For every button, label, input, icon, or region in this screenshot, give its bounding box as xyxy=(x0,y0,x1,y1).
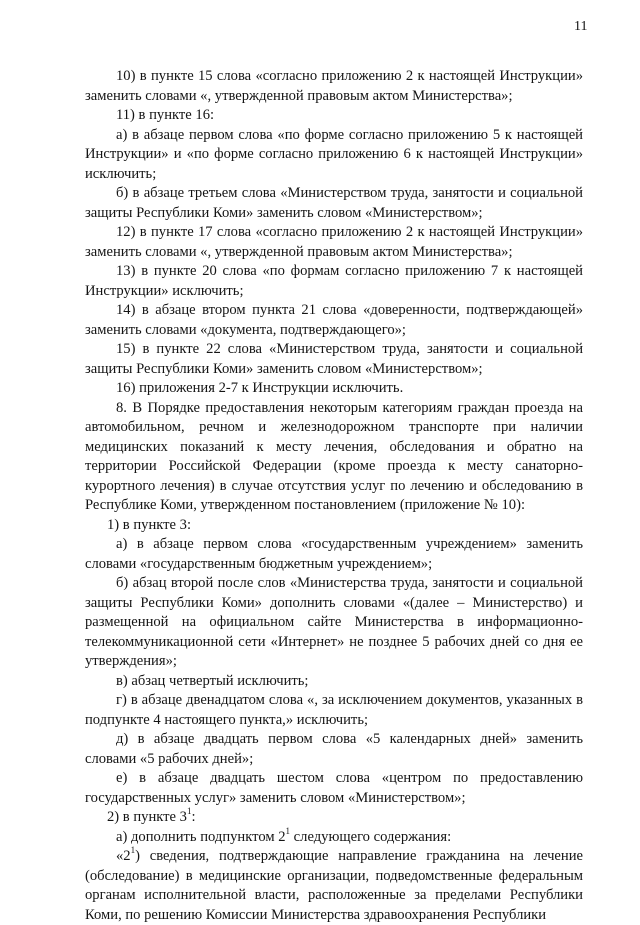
item-2-text: 2) в пункте 3 xyxy=(107,809,187,825)
paragraph-item-1d: д) в абзаце двадцать первом слова «5 календарных дней» заменить словами «5 рабочих дней»; xyxy=(85,731,583,767)
paragraph-item-1g: г) в абзаце двенадцатом слова «, за исключением документов, указанных в подпункте 4 настоящего пункта,» исключить; xyxy=(85,692,583,728)
paragraph-quote-2-1 xyxy=(85,847,583,925)
item-2a-text: а) дополнить подпунктом 2 xyxy=(116,828,286,845)
paragraph-item-11: 11) в пункте 16: xyxy=(116,107,215,123)
paragraph-item-12: 12) в пункте 17 слова «согласно приложению 2 к настоящей Инструкции» заменить словами «, утвержденной правовым актом Министерства»; xyxy=(85,224,583,260)
paragraph-item-2 xyxy=(85,808,583,828)
paragraph-item-10: 10) в пункте 15 слова «согласно приложению 2 к настоящей Инструкции» заменить словами «, утвержденной правовым актом Министерства»; xyxy=(85,68,583,104)
paragraph-item-1e: е) в абзаце двадцать шестом слова «центром по предоставлению государственных услуг» заменить словом «Министерством»; xyxy=(85,770,583,806)
paragraph-item-13: 13) в пункте 20 слова «по формам согласно приложению 7 к настоящей Инструкции» исключить; xyxy=(85,263,583,299)
quote-superscript: 1 xyxy=(130,845,136,856)
paragraph-item-2a xyxy=(85,825,583,848)
paragraph-item-15: 15) в пункте 22 слова «Министерством труда, занятости и социальной защиты Республики Коми» заменить словом «Министерством»; xyxy=(85,341,583,377)
paragraph-item-1: 1) в пункте 3: xyxy=(107,516,192,533)
paragraph-item-11b: б) в абзаце третьем слова «Министерством труда, занятости и социальной защиты Республики Коми» заменить словом «Министерством»; xyxy=(85,185,583,221)
quote-text-start: «2 xyxy=(116,848,131,864)
paragraph-item-14: 14) в абзаце втором пункта 21 слова «доверенности, подтверждающей» заменить словами «документа, подтверждающего»; xyxy=(85,302,583,338)
item-2-colon: : xyxy=(191,809,196,825)
paragraph-item-1b: б) абзац второй после слов «Министерства труда, занятости и социальной защиты Республики Коми» дополнить словами «(далее – Министерство) и размещенной на официальном сайте Министерства в информационно-телекоммуникационной сети «Интернет» не позднее 5 рабочих дней со дня ее утверждения»; xyxy=(85,575,583,669)
paragraph-item-1a: а) в абзаце первом слова «государственным учреждением» заменить словами «государственным бюджетным учреждением»; xyxy=(85,536,583,572)
item-2-superscript: 1 xyxy=(186,806,192,817)
quote-text-body: ) сведения, подтверждающие направление гражданина на лечение (обследование) в медицинские организации, подведомственные федеральным органам исполнительной власти, расположенные за пределами Республики Коми, по решению Комиссии Министерства здравоохранения Республики xyxy=(85,848,583,923)
paragraph-item-11a: а) в абзаце первом слова «по форме согласно приложению 5 к настоящей Инструкции» и «по форме согласно приложению 6 к настоящей Инструкции» исключить; xyxy=(85,126,583,182)
paragraph-section-8: 8. В Порядке предоставления некоторым категориям граждан проезда на автомобильном, речном и железнодорожном транспорте при наличии медицинских показаний к месту лечения, обследования и обратно на территории Российской Федерации (кроме проезда к месту санаторно-курортного лечения) в случае отсутствия услуг по лечению и обследованию в Республике Коми, утвержденном постановлением (приложение № 10): xyxy=(85,399,583,513)
document-body xyxy=(85,67,583,925)
paragraph-item-1v: в) абзац четвертый исключить; xyxy=(116,672,309,689)
item-2a-tail: следующего содержания: xyxy=(290,828,452,845)
item-2a-superscript: 1 xyxy=(285,825,291,836)
paragraph-item-16: 16) приложения 2-7 к Инструкции исключить. xyxy=(116,380,404,396)
page-number: 11 xyxy=(574,19,588,34)
